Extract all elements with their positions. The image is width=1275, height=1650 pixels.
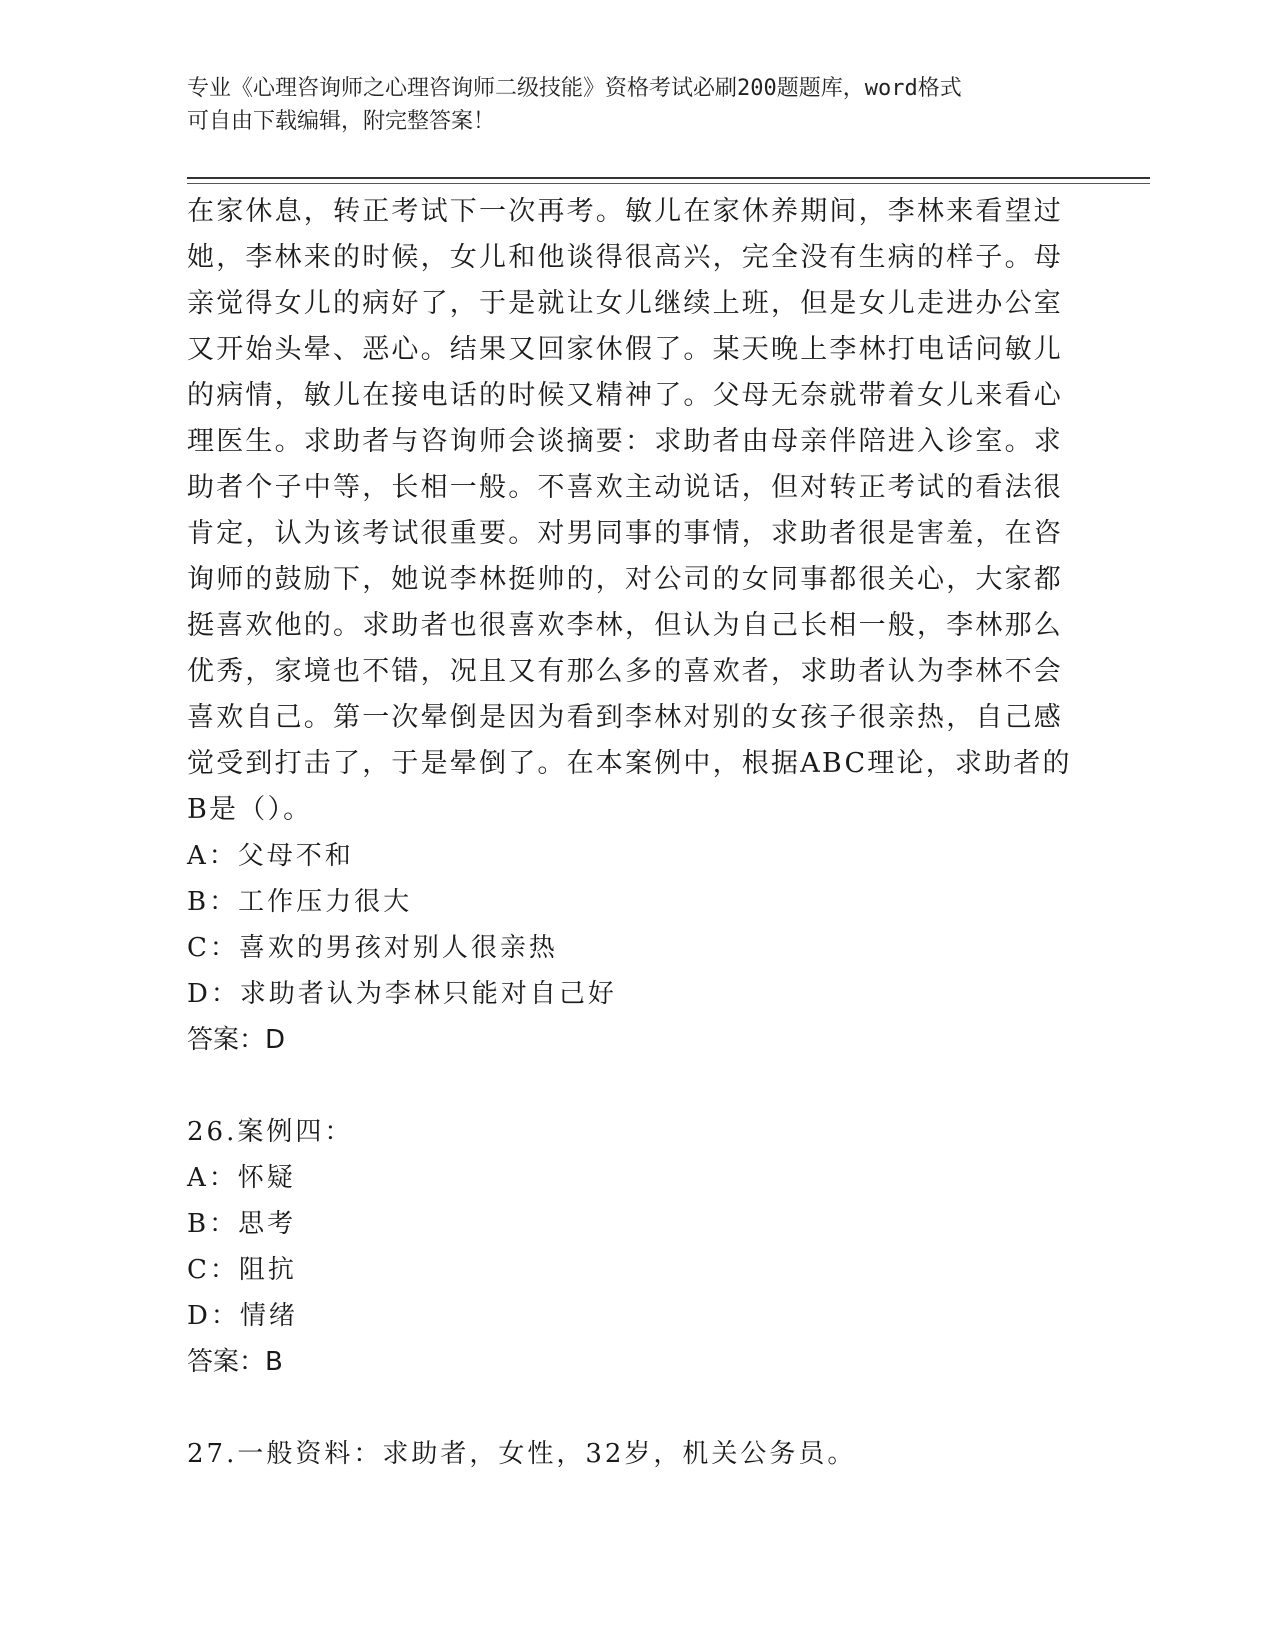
question-25: [187, 189, 1072, 1063]
option-d: D：求助者认为李林只能对自己好: [187, 979, 617, 1009]
question-26: [187, 1109, 1067, 1385]
header-line-1: 专业《心理咨询师之心理咨询师二级技能》资格考试必刷200题题库，word格式: [187, 76, 962, 101]
option-a: A：怀疑: [187, 1163, 296, 1193]
answer-label: 答案：B: [187, 1347, 283, 1377]
question-title: 26.案例四：: [187, 1117, 354, 1147]
question-text-line: 在家休息，转正考试下一次再考。敏儿在家休养期间，李林来看望过: [187, 196, 1063, 227]
question-text-line: 觉受到打击了，于是晕倒了。在本案例中，根据ABC理论，求助者的: [187, 748, 1072, 779]
option-a: A：父母不和: [187, 841, 354, 871]
question-text-line: 又开始头晕、恶心。结果又回家休假了。某天晚上李林打电话问敏儿: [187, 334, 1063, 365]
spacer: [187, 1063, 1067, 1109]
document-header: [187, 72, 1067, 138]
spacer: [187, 1385, 1067, 1431]
document-body: [187, 189, 1072, 1477]
option-b: B：工作压力很大: [187, 887, 413, 917]
question-text-line: 助者个子中等，长相一般。不喜欢主动说话，但对转正考试的看法很: [187, 472, 1063, 503]
question-text-line: 她，李林来的时候，女儿和他谈得很高兴，完全没有生病的样子。母: [187, 242, 1063, 273]
question-27: [187, 1431, 1067, 1477]
option-b: B：思考: [187, 1209, 297, 1239]
question-title: 27.一般资料：求助者，女性，32岁，机关公务员。: [187, 1439, 857, 1469]
question-text-line: 理医生。求助者与咨询师会谈摘要：求助者由母亲伴陪进入诊室。求: [187, 426, 1063, 457]
header-rule-thin: [187, 183, 1150, 184]
question-text-line: B是（）。: [187, 794, 313, 825]
question-text-line: 询师的鼓励下，她说李林挺帅的，对公司的女同事都很关心，大家都: [187, 564, 1063, 595]
question-text-line: 优秀，家境也不错，况且又有那么多的喜欢者，求助者认为李林不会: [187, 656, 1063, 687]
question-text-line: 亲觉得女儿的病好了，于是就让女儿继续上班，但是女儿走进办公室: [187, 288, 1063, 319]
header-line-2: 可自由下载编辑，附完整答案！: [187, 109, 496, 134]
question-text-line: 喜欢自己。第一次晕倒是因为看到李林对别的女孩子很亲热，自己感: [187, 702, 1063, 733]
question-text-line: 的病情，敏儿在接电话的时候又精神了。父母无奈就带着女儿来看心: [187, 380, 1063, 411]
question-text-line: 肯定，认为该考试很重要。对男同事的事情，求助者很是害羞，在咨: [187, 518, 1063, 549]
question-text-line: 挺喜欢他的。求助者也很喜欢李林，但认为自己长相一般，李林那么: [187, 610, 1063, 641]
header-rule-thick: [187, 177, 1150, 179]
option-c: C：阻抗: [187, 1255, 297, 1285]
option-c: C：喜欢的男孩对别人很亲热: [187, 933, 558, 963]
option-d: D：情绪: [187, 1301, 298, 1331]
answer-label: 答案：D: [187, 1025, 286, 1055]
